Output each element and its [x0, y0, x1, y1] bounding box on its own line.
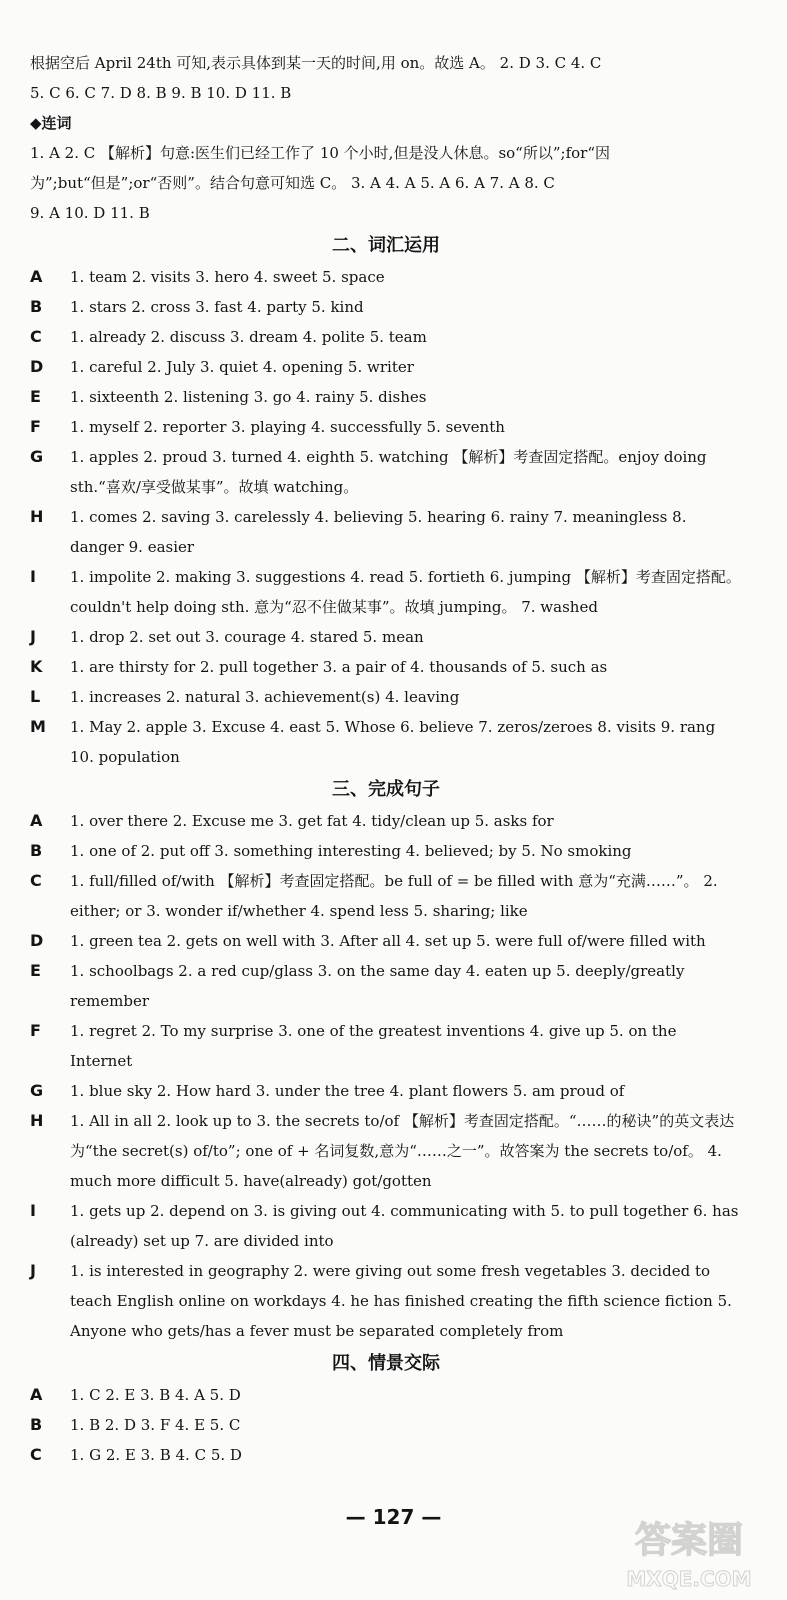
- row-text: 1. green tea 2. gets on well with 3. After all 4. set up 5. were full of/were filled with: [70, 932, 706, 950]
- row-text: 1. impolite 2. making 3. suggestions 4. read 5. fortieth 6. jumping 【解析】考查固定搭配。couldn't help doing sth. 意为“忍不住做某事”。故填 jumping。 7. washed: [70, 568, 741, 616]
- conj-line-1: 1. A 2. C 【解析】句意:医生们已经工作了 10 个小时,但是没人休息。so“所以”;for“因: [30, 144, 610, 162]
- section-sentences: [30, 806, 742, 1346]
- row-text: 1. stars 2. cross 3. fast 4. party 5. kind: [70, 298, 364, 316]
- watermark-text-url: MXQE.COM: [626, 1567, 752, 1591]
- row-text: 1. sixteenth 2. listening 3. go 4. rainy 5. dishes: [70, 388, 427, 406]
- row-label: L: [30, 687, 41, 706]
- row-text: 1. already 2. discuss 3. dream 4. polite 5. team: [70, 328, 427, 346]
- row-label: H: [30, 507, 44, 526]
- row-text: 1. All in all 2. look up to 3. the secrets to/of 【解析】考查固定搭配。“……的秘诀”的英文表达为“the secret(s) of/to”; one of + 名词复数,意为“……之一”。故答案为 the secrets to/of。 4. much more difficult 5. have(already) got/gotten: [70, 1112, 735, 1190]
- row-text: 1. careful 2. July 3. quiet 4. opening 5. writer: [70, 358, 414, 376]
- row-label: F: [30, 417, 41, 436]
- answer-row: [30, 442, 742, 502]
- row-label: B: [30, 841, 43, 860]
- row-label: A: [30, 811, 43, 830]
- answer-row: [30, 652, 742, 682]
- row-text: 1. blue sky 2. How hard 3. under the tree 4. plant flowers 5. am proud of: [70, 1082, 625, 1100]
- answer-row: [30, 1196, 742, 1256]
- row-label: C: [30, 327, 42, 346]
- row-label: I: [30, 567, 36, 586]
- row-text: 1. increases 2. natural 3. achievement(s) 4. leaving: [70, 688, 460, 706]
- row-text: 1. drop 2. set out 3. courage 4. stared 5. mean: [70, 628, 424, 646]
- row-label: G: [30, 447, 44, 466]
- answer-row: [30, 382, 742, 412]
- row-text: 1. one of 2. put off 3. something interesting 4. believed; by 5. No smoking: [70, 842, 632, 860]
- watermark-logo: [609, 1506, 769, 1594]
- row-label: K: [30, 657, 43, 676]
- row-label: E: [30, 387, 41, 406]
- answer-row: [30, 1380, 742, 1410]
- row-text: 1. full/filled of/with 【解析】考查固定搭配。be full of = be filled with 意为“充满……”。 2. either; or 3. wonder if/whether 4. spend less 5. sharing; like: [70, 872, 718, 920]
- answer-page: [30, 48, 742, 1470]
- row-label: D: [30, 357, 44, 376]
- answer-row: [30, 1016, 742, 1076]
- answer-row: [30, 502, 742, 562]
- answer-row: [30, 1256, 742, 1346]
- answer-row: [30, 866, 742, 926]
- answer-row: [30, 1410, 742, 1440]
- row-label: M: [30, 717, 46, 736]
- intro-line-1: 根据空后 April 24th 可知,表示具体到某一天的时间,用 on。故选 A。 2. D 3. C 4. C: [30, 54, 602, 72]
- row-text: 1. regret 2. To my surprise 3. one of the greatest inventions 4. give up 5. on the Internet: [70, 1022, 677, 1070]
- row-label: F: [30, 1021, 41, 1040]
- row-text: 1. over there 2. Excuse me 3. get fat 4. tidy/clean up 5. asks for: [70, 812, 554, 830]
- row-label: C: [30, 871, 42, 890]
- page-number: — 127 —: [345, 1505, 442, 1529]
- row-text: 1. C 2. E 3. B 4. A 5. D: [70, 1386, 241, 1404]
- row-label: B: [30, 297, 43, 316]
- row-label: A: [30, 267, 43, 286]
- section-vocab-title: 二、词汇运用: [332, 235, 440, 256]
- row-text: 1. B 2. D 3. F 4. E 5. C: [70, 1416, 241, 1434]
- row-text: 1. myself 2. reporter 3. playing 4. successfully 5. seventh: [70, 418, 505, 436]
- conj-line-3: 9. A 10. D 11. B: [30, 204, 150, 222]
- section-dialogue-title: 四、情景交际: [332, 1353, 440, 1374]
- answer-row: [30, 1440, 742, 1470]
- answer-row: [30, 262, 742, 292]
- answer-row: [30, 1076, 742, 1106]
- answer-row: [30, 806, 742, 836]
- answer-row: [30, 412, 742, 442]
- row-label: J: [30, 1261, 36, 1280]
- row-text: 1. gets up 2. depend on 3. is giving out 4. communicating with 5. to pull together 6. has (already) set up 7. are divided into: [70, 1202, 739, 1250]
- row-label: C: [30, 1445, 42, 1464]
- answer-row: [30, 322, 742, 352]
- section-sentences-title: 三、完成句子: [332, 779, 440, 800]
- row-label: G: [30, 1081, 44, 1100]
- row-text: 1. G 2. E 3. B 4. C 5. D: [70, 1446, 242, 1464]
- intro-line-2: 5. C 6. C 7. D 8. B 9. B 10. D 11. B: [30, 84, 292, 102]
- row-text: 1. is interested in geography 2. were giving out some fresh vegetables 3. decided to teach English online on workdays 4. he has finished creating the fifth science fiction 5. Anyone who gets/has a fever must be separated completely from: [70, 1262, 732, 1340]
- row-text: 1. comes 2. saving 3. carelessly 4. believing 5. hearing 6. rainy 7. meaningless 8. danger 9. easier: [70, 508, 687, 556]
- answer-row: [30, 926, 742, 956]
- row-text: 1. apples 2. proud 3. turned 4. eighth 5. watching 【解析】考查固定搭配。enjoy doing sth.“喜欢/享受做某事”。故填 watching。: [70, 448, 707, 496]
- section-dialogue: [30, 1380, 742, 1470]
- answer-row: [30, 1106, 742, 1196]
- row-text: 1. team 2. visits 3. hero 4. sweet 5. space: [70, 268, 385, 286]
- answer-row: [30, 562, 742, 622]
- row-label: D: [30, 931, 44, 950]
- conj-line-2: 为”;but“但是”;or“否则”。结合句意可知选 C。 3. A 4. A 5. A 6. A 7. A 8. C: [30, 174, 555, 192]
- row-label: B: [30, 1415, 43, 1434]
- section-vocab: [30, 262, 742, 772]
- watermark-text-cn: 答案圈: [634, 1520, 744, 1561]
- row-label: A: [30, 1385, 43, 1404]
- row-text: 1. May 2. apple 3. Excuse 4. east 5. Whose 6. believe 7. zeros/zeroes 8. visits 9. rang 10. population: [70, 718, 716, 766]
- answer-row: [30, 622, 742, 652]
- answer-row: [30, 292, 742, 322]
- answer-row: [30, 956, 742, 1016]
- row-label: J: [30, 627, 36, 646]
- row-label: I: [30, 1201, 36, 1220]
- answer-row: [30, 352, 742, 382]
- row-label: H: [30, 1111, 44, 1130]
- row-text: 1. are thirsty for 2. pull together 3. a pair of 4. thousands of 5. such as: [70, 658, 608, 676]
- conj-heading: ◆连词: [30, 114, 72, 132]
- row-label: E: [30, 961, 41, 980]
- answer-row: [30, 712, 742, 772]
- answer-row: [30, 682, 742, 712]
- row-text: 1. schoolbags 2. a red cup/glass 3. on the same day 4. eaten up 5. deeply/greatly remember: [70, 962, 685, 1010]
- answer-row: [30, 836, 742, 866]
